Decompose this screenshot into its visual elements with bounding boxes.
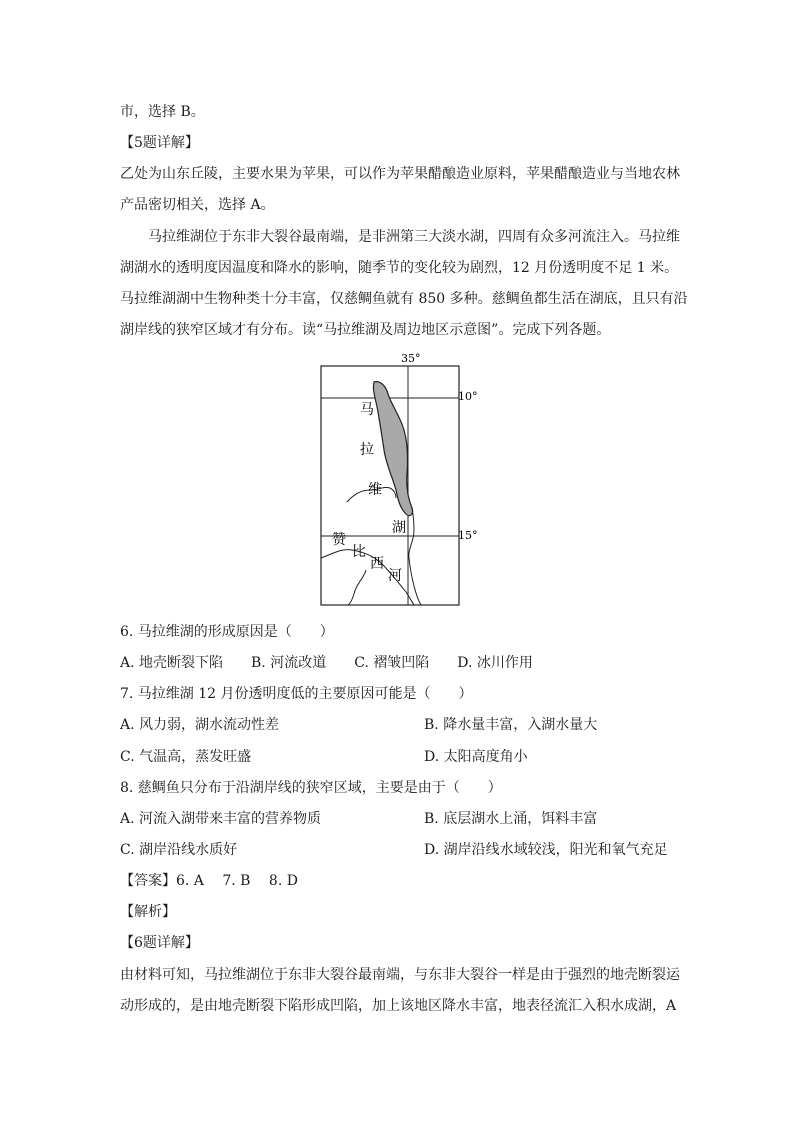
river-label-char: 西: [370, 556, 384, 572]
analysis-heading: 【解析】: [120, 904, 176, 920]
question-7-option-a: A. 风力弱，湖水流动性差: [120, 717, 280, 733]
question-8: 8. 慈鲷鱼只分布于沿湖岸线的狭窄区域，主要是由于（ ）: [120, 780, 502, 796]
malawi-lake-map: [318, 350, 482, 608]
river-label-char: 赞: [332, 532, 346, 548]
question-7-option-c: C. 气温高，蒸发旺盛: [120, 749, 252, 765]
line-1: 市，选择 B。: [120, 104, 205, 120]
paragraph-line: 马拉维湖湖中生物种类十分丰富，仅慈鲷鱼就有 850 多种。慈鲷鱼都生活在湖底，且只有沿: [120, 291, 688, 307]
tributary-river: [348, 570, 366, 605]
question-6-options: A. 地壳断裂下陷 B. 河流改道 C. 褶皱凹陷 D. 冰川作用: [120, 655, 533, 671]
lake-label-char: 马: [360, 402, 374, 418]
question-7-option-d: D. 太阳高度角小: [424, 749, 528, 765]
question-8-option-d: D. 湖岸沿线水域较浅，阳光和氧气充足: [424, 842, 668, 858]
lake-label-char: 拉: [360, 442, 374, 458]
paragraph-line: 乙处为山东丘陵，主要水果为苹果，可以作为苹果醋酿造业原料，苹果醋酿造业与当地农林: [120, 166, 680, 182]
question-8-option-b: B. 底层湖水上涌，饵料丰富: [424, 811, 598, 827]
paragraph-line: 马拉维湖位于东非大裂谷最南端，是非洲第三大淡水湖，四周有众多河流注入。马拉维: [148, 229, 680, 245]
question-7-option-b: B. 降水量丰富，入湖水量大: [424, 717, 598, 733]
lake-label-char: 维: [368, 482, 382, 498]
latitude-15-label: 15°: [458, 529, 478, 542]
question-7: 7. 马拉维湖 12 月份透明度低的主要原因可能是（ ）: [120, 686, 473, 702]
answer-line: 【答案】6. A 7. B 8. D: [120, 873, 298, 889]
section-heading-6: 【6题详解】: [120, 935, 199, 951]
question-6: 6. 马拉维湖的形成原因是（ ）: [120, 624, 334, 640]
question-8-option-c: C. 湖岸沿线水质好: [120, 842, 238, 858]
river-label-char: 比: [352, 544, 366, 560]
latitude-10-label: 10°: [458, 390, 478, 403]
eastern-river: [409, 558, 421, 605]
paragraph-line: 湖湖水的透明度因温度和降水的影响，随季节的变化较为剧烈，12 月份透明度不足 1 米。: [120, 260, 679, 276]
paragraph-line: 动形成的，是由地壳断裂下陷形成凹陷，加上该地区降水丰富，地表径流汇入积水成湖，A: [120, 998, 677, 1014]
section-heading-5: 【5题详解】: [120, 135, 199, 151]
question-8-option-a: A. 河流入湖带来丰富的营养物质: [120, 811, 322, 827]
river-label-char: 河: [388, 568, 402, 584]
paragraph-line: 湖岸线的狭窄区域才有分布。读“马拉维湖及周边地区示意图”。完成下列各题。: [120, 322, 611, 338]
lake-label-char: 湖: [392, 520, 406, 536]
longitude-label: 35°: [401, 352, 421, 365]
paragraph-line: 由材料可知，马拉维湖位于东非大裂谷最南端，与东非大裂谷一样是由于强烈的地壳断裂运: [120, 967, 680, 983]
paragraph-line: 产品密切相关，选择 A。: [120, 197, 275, 213]
